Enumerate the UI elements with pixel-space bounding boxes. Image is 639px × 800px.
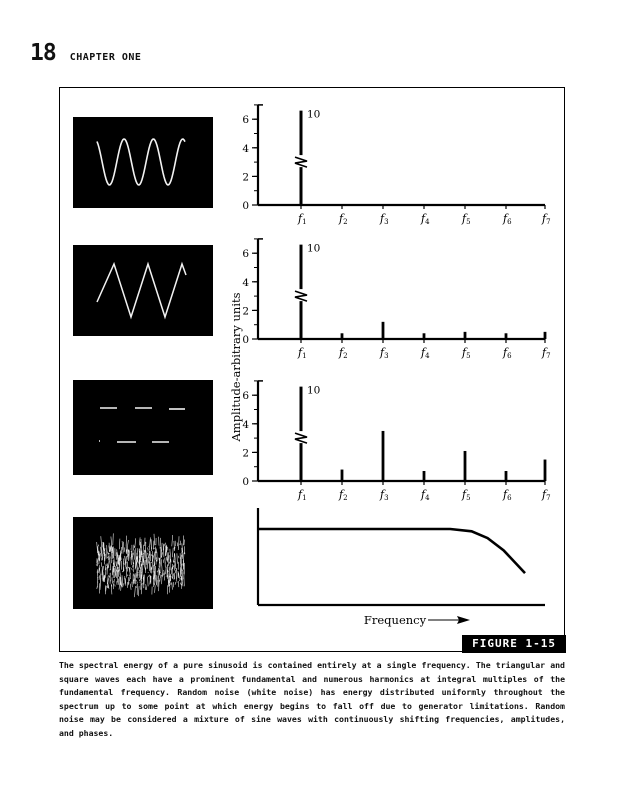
y-axis-label: Amplitude-arbitrary units: [229, 292, 243, 442]
harmonic-label: f4: [421, 488, 430, 502]
harmonic-label: f3: [380, 212, 389, 226]
page-number: 18: [30, 40, 56, 66]
spectrum-plot-1: [242, 105, 550, 226]
figure-label: FIGURE 1-15: [462, 635, 566, 653]
spectrum-plot-2: [242, 239, 550, 360]
harmonic-label: f7: [542, 488, 551, 502]
harmonic-label: f6: [503, 212, 512, 226]
harmonic-label: f5: [462, 488, 471, 502]
break-value-label: 10: [307, 108, 321, 121]
harmonic-label: f2: [339, 212, 348, 226]
figure-caption: The spectral energy of a pure sinusoid is contained entirely at a single frequency. The triangular and square waves each have a prominent fundamental and numerous harmonics at integral multiples of the fundamental frequency. Random noise (white noise) has energy distributed uniformly throughout the spectrum up to some point at which energy begins to fall off due to generator limitations. Random noise may be considered a mixture of sine waves with continuously shifting frequencies, amplitudes, and phases.: [59, 660, 565, 738]
spectrum-plot-3: [242, 381, 550, 502]
y-tick-label: 2: [242, 171, 249, 184]
y-tick-label: 0: [242, 334, 249, 346]
y-tick-label: 2: [242, 447, 249, 460]
noise-spectrum-line: [258, 529, 525, 573]
x-axis-label: Frequency: [363, 613, 427, 627]
harmonic-label: f6: [503, 346, 512, 360]
harmonic-label: f6: [503, 488, 512, 502]
harmonic-label: f7: [542, 346, 551, 360]
y-tick-label: 0: [242, 200, 249, 212]
y-tick-label: 6: [242, 114, 249, 127]
harmonic-label: f2: [339, 488, 348, 502]
harmonic-label: f1: [298, 488, 307, 502]
break-value-label: 10: [307, 242, 321, 255]
y-tick-label: 4: [242, 276, 249, 289]
harmonic-label: f2: [339, 346, 348, 360]
harmonic-label: f5: [462, 212, 471, 226]
harmonic-label: f4: [421, 212, 430, 226]
y-tick-label: 6: [242, 248, 249, 261]
harmonic-label: f3: [380, 488, 389, 502]
harmonic-label: f3: [380, 346, 389, 360]
harmonic-label: f1: [298, 346, 307, 360]
harmonic-label: f4: [421, 346, 430, 360]
chapter-title: CHAPTER ONE: [69, 52, 142, 63]
harmonic-label: f1: [298, 212, 307, 226]
harmonic-label: f5: [462, 346, 471, 360]
y-tick-label: 6: [242, 390, 249, 403]
y-tick-label: 4: [242, 142, 249, 155]
break-value-label: 10: [307, 384, 321, 397]
y-tick-label: 4: [242, 418, 249, 431]
y-tick-label: 0: [242, 476, 249, 488]
noise-spectrum-plot: [258, 508, 545, 627]
y-tick-label: 2: [242, 305, 249, 318]
harmonic-label: f7: [542, 212, 551, 226]
